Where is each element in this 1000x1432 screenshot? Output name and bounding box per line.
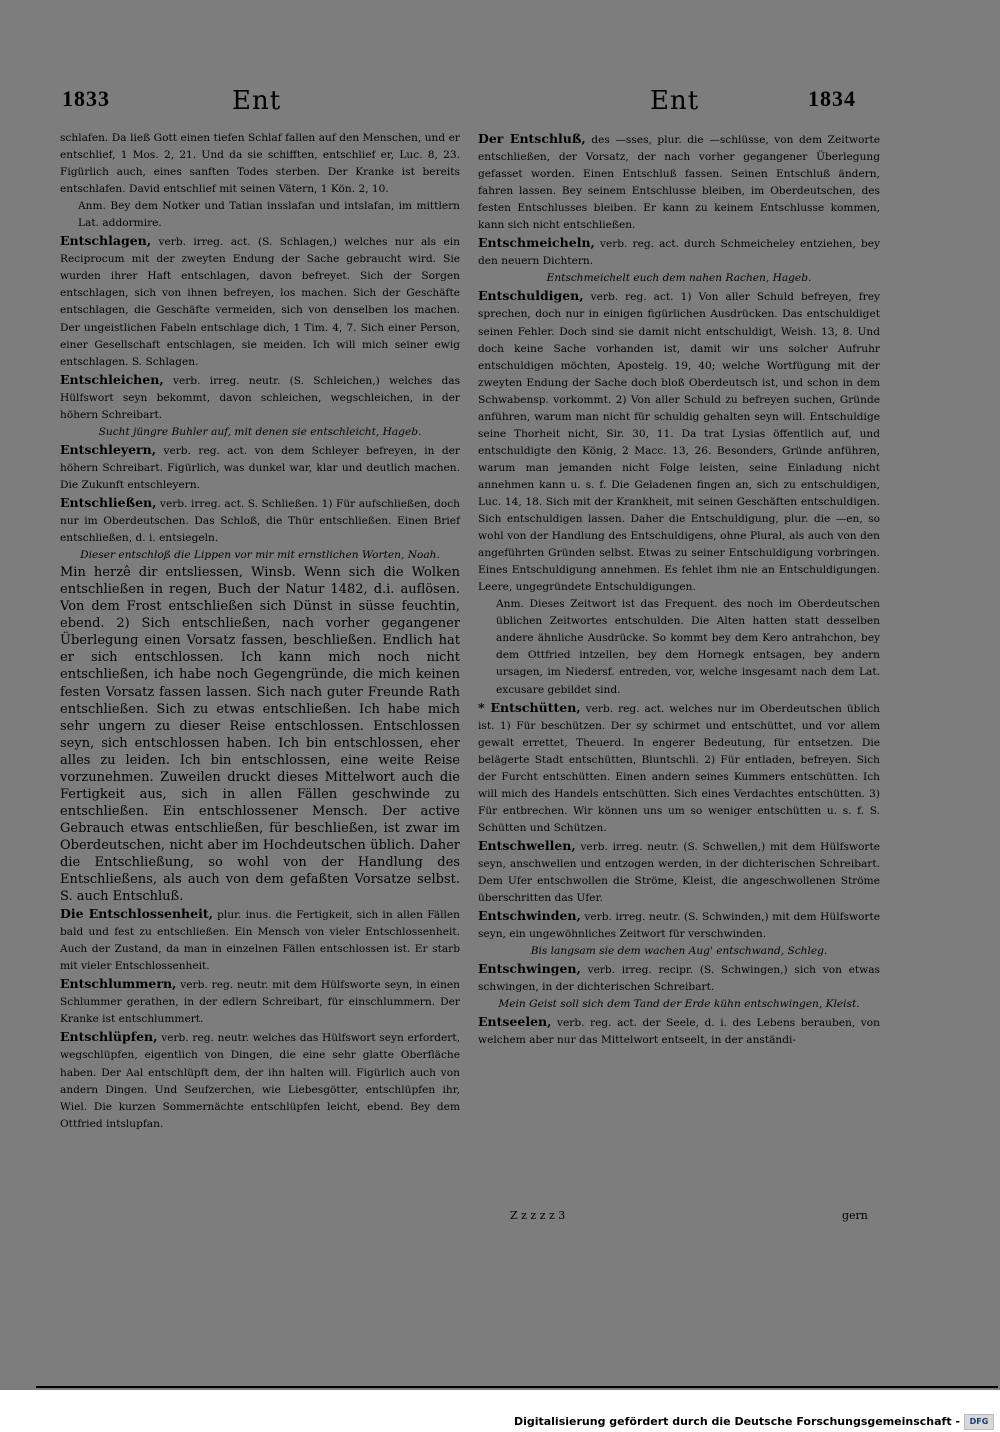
headword: Entschlagen, [60,233,152,249]
dictionary-entry [60,975,460,1028]
quotation [60,424,460,441]
bottom-rule [36,1386,998,1388]
entry-text: des —sses, plur. die —schlüsse, von dem Zeitworte entschließen, der Vorsatz, der nach vorher gegangener Überlegung gefasset worden. Einen Entschluß fassen. Seinen Entschluß ändern, fahren lassen. Bey seinem Entschlusse bleiben, im Oberdeutschen, des festen Entschlusses bleiben. Er kann zu keinem Entschlusse kommen, kann sich nicht entschließen. [478,134,880,232]
headword: Entschwingen, [478,961,581,977]
entry-text: verb. irreg. act. S. Schließen. 1) Für aufschließen, doch nur im Oberdeutschen. Das Schloß, die Thür entschließen. Einen Brief entschließen, d. i. entsiegeln. [60,497,460,545]
entry-text: plur. inus. die Fertigkeit, sich in allen Fällen bald und fest zu entschließen. Ein Mensch von vieler Entschlossenheit. Auch der Zustand, da man in einzelnen Fällen entschlossen ist. Er starb mit vieler Entschlossenheit. [60,909,461,973]
quotation [478,943,880,960]
headword: Entseelen, [478,1014,552,1030]
paragraph [60,130,460,198]
dictionary-entry [478,130,880,234]
entry-text: verb. reg. neutr. mit dem Hülfsworte seyn, in einen Schlummer gerathen, in der edlern Schreibart, für einschlummern. Der Kranke ist entschlummert. [60,979,460,1026]
entry-text: verb. irreg. neutr. (S. Schwellen,) mit dem Hülfsworte seyn, anschwellen und entzogen werden, in der dichterischen Schreibart. Dem Ufer entschwollen die Ströme, Kleist, die angeschwollenen Ströme überschritten das Ufer. [478,840,880,905]
dictionary-entry [60,494,460,547]
quotation [478,270,880,287]
dictionary-entry [60,1028,460,1132]
entry-text: verb. irreg. act. (S. Schlagen,) welches nur als ein Reciprocum mit der zweyten Endung der Sache gebraucht wird. Sie wurden ihrer Haft entschlagen, davon befreyet. Sich der Sorgen entschlagen, sich von ihnen befreyen, los machen. Sich der Geschäfte entschlagen, die Geschäfte vermeiden, sich von denselben los machen. Der ungeistlichen Fabeln entschlage dich, 1 Tim. 4, 7. Sich einer Person, einer Gesellschaft entschlagen, sie meiden. Ich will mich seiner ewig entschlagen. S. Schlagen. [60,236,460,368]
headword: Entschleyern, [60,441,157,457]
entry-text: Anm. Bey dem Notker und Tatian insslafan und intslafan, im mittlern Lat. addormire. [78,200,460,230]
entry-text: verb. irreg. recipr. (S. Schwingen,) sich von etwas schwingen, in der dichterischen Schreibart. [478,964,880,994]
entry-text: schlafen. Da ließ Gott einen tiefen Schlaf fallen auf den Menschen, und er entschlief, 1 Mos. 2, 21. Und da sie schifften, entschlief er, Luc. 8, 23. Figürlich auch, eines sanften Todes sterben. Der Kranke ist bereits entschlafen. David entschlief mit seinen Vätern, 1 Kön. 2, 10. [60,132,460,196]
paragraph [478,596,880,698]
dictionary-entry [478,907,880,943]
entry-text: verb. reg. act. der Seele, d. i. des Lebens berauben, von welchem aber nur das Mittelwort entseelt, in der anständi- [478,1017,880,1047]
headword: Entschleichen, [60,371,164,387]
entry-text: Entschmeichelt euch dem nahen Rachen, Hageb. [546,272,812,285]
funding-note: Digitalisierung gefördert durch die Deutsche Forschungsgemeinschaft - [513,1415,960,1428]
headword: Entschwellen, [478,837,576,853]
dictionary-entry [478,234,880,270]
entry-text: Anm. Dieses Zeitwort ist das Frequent. des noch im Oberdeutschen üblichen Zeitwortes entschulden. Die Alten hatten statt desselben andere ähnliche Ausdrücke. So kommt bey dem Kero antrahchon, bey dem Ottfried intzellen, bey dem Hornegk entsagen, bey andern ursagen, im Niedersf. entreden, vor, welche insgesamt nach dem Lat. excusare gebildet sind. [496,598,880,696]
entry-text: verb. reg. act. von dem Schleyer befreyen, in der höhern Schreibart. Figürlich, was dunkel war, klar und deutlich machen. Die Zukunft entschleyern. [60,444,460,491]
entry-text: Dieser entschloß die Lippen vor mir mit ernstlichen Worten, Noah. [80,549,440,562]
quotation [60,547,460,564]
dictionary-entry [60,371,460,424]
dfg-logo: DFG [964,1414,994,1430]
dictionary-entry [60,905,460,975]
headword: Die Entschlossenheit, [60,906,213,922]
right-column [478,130,880,1049]
left-column [60,130,460,1133]
entry-text: Bis langsam sie dem wachen Aug' entschwand, Schleg. [530,945,828,958]
footer-bar [0,1390,1000,1432]
dictionary-entry [478,699,880,837]
headword: * Entschütten, [478,699,581,715]
quotation [478,996,880,1013]
dictionary-entry [478,287,880,596]
entry-text: Mein Geist soll sich dem Tand der Erde kühn entschwingen, Kleist. [498,998,860,1011]
entry-text: verb. reg. act. 1) Von aller Schuld befreyen, frey sprechen, doch nur in einigen figürlichen Ausdrücken. Das entschuldiget seinen Fehler. Doch sind sie damit nicht entschuldigt, Weish. 13, 8. Und doch keine Sache vorhanden ist, damit wir uns solcher Aufruhr entschuldigen möchten, Apostelg. 19, 40; welche Wortfügung mit der zweyten Endung der Sache doch bloß Oberdeutsch ist, und schon in dem Schwabensp. vorkommt. 2) Von aller Schuld zu befreyen suchen, Gründe anführen, warum man nicht für schuldig gehalten seyn will. Entschuldige seine Thorheit nicht, Sir. 30, 11. Da trat Lysias öffentlich auf, und entschuldigte den König, 2 Macc. 13, 26. Besonders, Gründe anführen, warum man jemanden nicht Folge leisten, seine Einladung nicht annehmen kann u. s. f. Die Geladenen fingen an, sich zu entschuldigen, Luc. 14, 18. Sich mit der Krankheit, mit seinen Geschäften entschuldigen. Sich entschuldigen lassen. Daher die Entschuldigung, plur. die —en, so wohl von der Handlung des Entschuldigens, ohne Plural, als auch von den angeführten Gründen selbst. Etwas zu seiner Entschuldigung vorbringen. Eines Entschuldigung annehmen. Es fehlet ihm nie an Entschuldigungen. Leere, ungegründete Entschuldigungen. [478,291,880,594]
page-number-left: 1833 [62,86,110,111]
entry-text: verb. reg. neutr. welches das Hülfswort seyn erfordert, wegschlüpfen, eigentlich von Dingen, die eine sehr glatte Oberfläche haben. Der Aal entschlüpft dem, der ihn halten will. Figürlich auch von andern Dingen. Und Seufzerchen, wie Liebesgötter, entschlüpfen ihr, Wiel. Die kurzen Sommernächte entschlüpfen leicht, ebend. Bey dem Ottfried intslupfan. [60,1032,460,1130]
paragraph [60,564,460,905]
page-number-right: 1834 [808,86,856,111]
headword: Entschlüpfen, [60,1029,158,1045]
headword: Entschließen, [60,494,157,510]
dictionary-entry [478,837,880,907]
entry-text: verb. reg. act. durch Schmeicheley entziehen, bey den neuern Dichtern. [478,238,880,268]
headword: Entschmeicheln, [478,235,595,251]
headword: Entschlummern, [60,976,177,992]
headword: Der Entschluß, [478,131,586,146]
running-head-right: Ent [650,86,700,116]
entry-text: Sucht jüngre Buhler auf, mit denen sie entschleicht, Hageb. [98,425,422,438]
paragraph [60,198,460,232]
entry-text: verb. irreg. neutr. (S. Schwinden,) mit dem Hülfsworte seyn, ein ungewöhnliches Zeitwort für verschwinden. [478,911,880,941]
catchword: gern [842,1209,868,1222]
entry-text: Min herzê dir entsliessen, Winsb. Wenn sich die Wolken entschließen in regen, Buch der Natur 1482, d.i. auflösen. Von dem Frost entschließen sich Dünst in süsse feuchtin, ebend. 2) Sich entschließen, nach vorher gegangener Überlegung einen Vorsatz fassen, beschließen. Endlich hat er sich entschlossen. Ich kann mich noch nicht entschließen, ich habe noch Gegengründe, die mich keinen festen Vorsatz fassen lassen. Sich nach guter Freunde Rath entschließen. Sich zu etwas entschließen. Ich habe mich sehr ungern zu dieser Reise entschlossen. Entschlossen seyn, sich entschlossen haben. Ich bin entschlossen, eher alles zu leiden. Ich bin entschlossen, eine weite Reise vorzunehmen. Zuweilen druckt dieses Mittelwort auch die Fertigkeit aus, sich in allen Fällen geschwinde zu entschließen. Ein entschlossener Mensch. Der active Gebrauch etwas entschließen, für beschließen, ist zwar im Oberdeutschen, nicht aber im Hochdeutschen üblich. Daher die Entschließung, so wohl von der Handlung des Entschließens, als auch von dem gefaßten Vorsatze selbst. S. auch Entschluß. [60,565,460,905]
headword: Entschwinden, [478,908,581,924]
dictionary-entry [60,441,460,494]
entry-text: verb. irreg. neutr. (S. Schleichen,) welches das Hülfswort seyn bekommt, davon schleichen, wegschleichen, in der höhern Schreibart. [60,374,460,421]
dictionary-entry [478,1013,880,1049]
headword: Entschuldigen, [478,288,584,304]
signature-mark: Z z z z z 3 [510,1209,566,1222]
entry-text: verb. reg. act. welches nur im Oberdeutschen üblich ist. 1) Für beschützen. Der sy schirmet und entschüttet, und vor allem gewalt errettet, Theuerd. In engerer Bedeutung, für entsetzen. Die belägerte Stadt entschütten, Bluntschli. 2) Für entladen, befreyen. Sich der Furcht entschütten. Einen andern seines Kummers entschütten. Ich will mich des Handels entschütten. Sich eines Verdachtes entschütten. 3) Für entbrechen. Wir können uns um so weniger entschütten u. s. f. S. Schütten und Schützen. [478,702,880,834]
dictionary-entry [60,232,460,370]
dictionary-entry [478,960,880,996]
running-head-left: Ent [232,86,282,116]
